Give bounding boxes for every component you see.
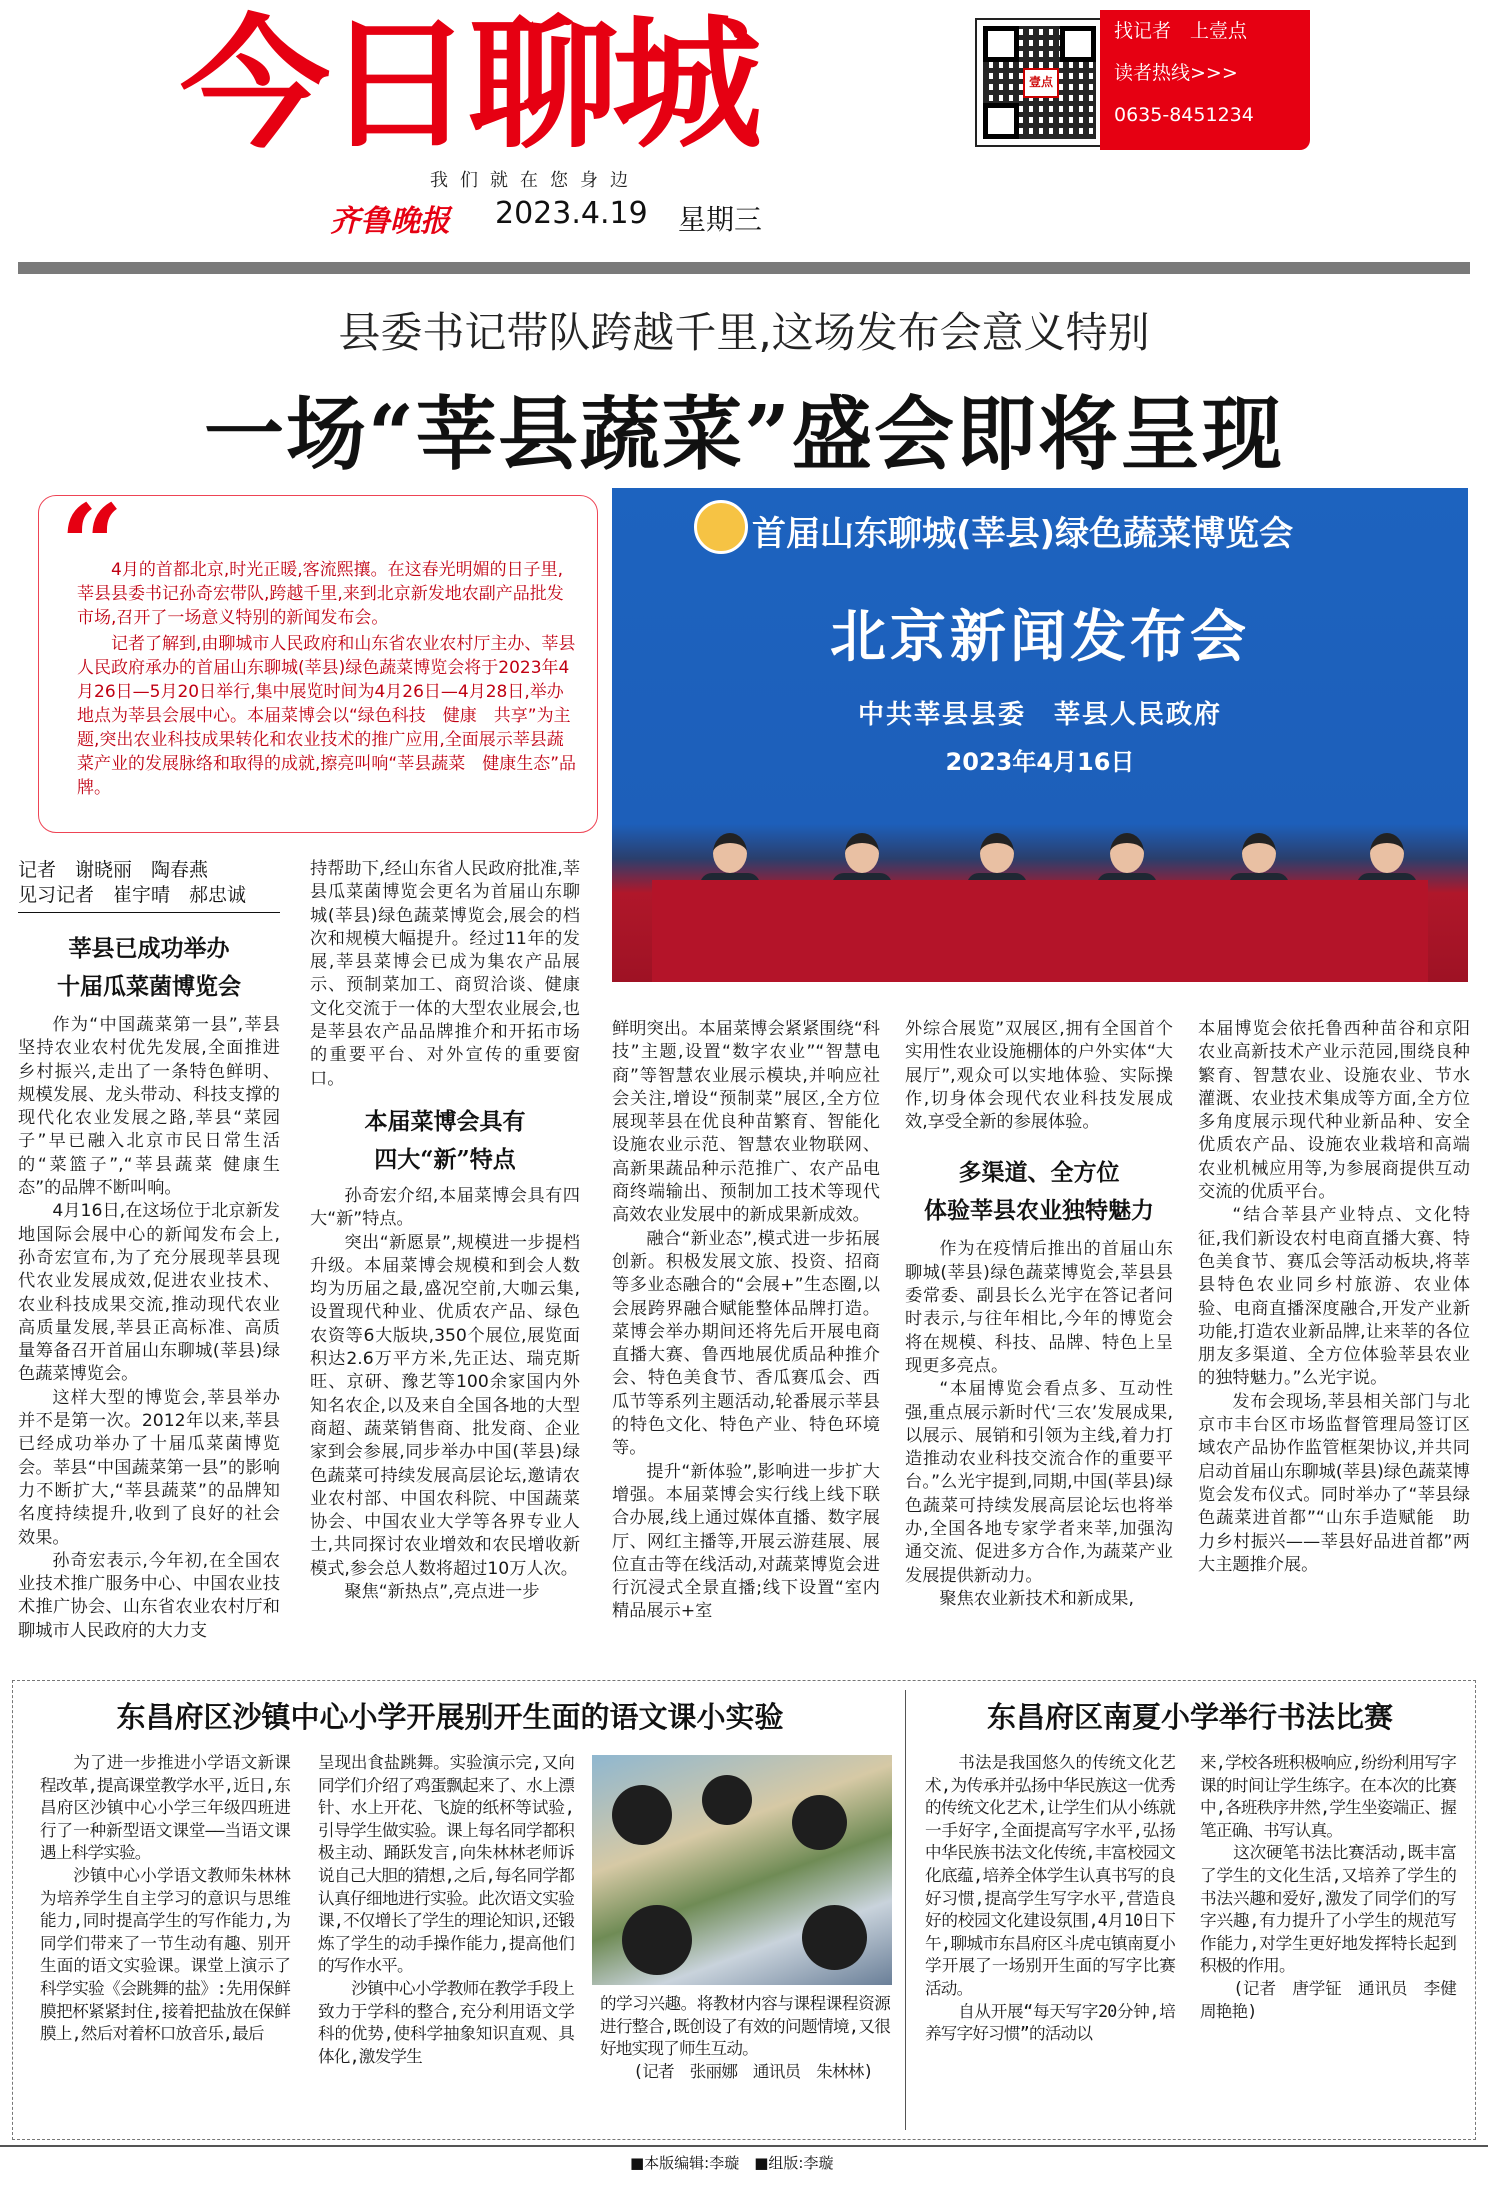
story2-title: 东昌府区沙镇中心小学开展别开生面的语文课小实验 <box>116 1700 784 1734</box>
masthead-rule <box>18 262 1470 274</box>
story2-credit: (记者 张丽娜 通讯员 朱林林) <box>633 2061 873 2081</box>
story3-column-1 <box>925 1752 1175 2046</box>
hotline-tagline: 找记者 上壹点 <box>1114 20 1248 42</box>
article-paragraph: 作为在疫情后推出的首届山东聊城(莘县)绿色蔬菜博览会,莘县县委常委、副县长么光宇在答记者问时表示,与往年相比,今年的博览会将在规模、科技、品牌、特色上呈现更多亮点。 <box>905 1239 1173 1376</box>
article-paragraph: 来,学校各班积极响应,纷纷利用写字课的时间让学生练字。在本次的比赛中,各班秩序井然,学生坐姿端正、握笔正确、书写认真。 <box>1200 1753 1456 1840</box>
article-paragraph: 作为“中国蔬菜第一县”,莘县坚持农业农村优先发展,全面推进乡村振兴,走出了一条特色鲜明、规模发展、龙头带动、科技支撑的现代化农业发展之路,莘县“菜园子”早已融入北京市民日常生活的“菜篮子”,“莘县蔬菜 健康生态”的品牌不断叫响。 <box>18 1015 280 1199</box>
student <box>702 1775 752 1825</box>
byline-trainees: 见习记者 崔宇晴 郝忠诚 <box>18 884 247 906</box>
article-paragraph: 沙镇中心小学教师在教学手段上致力于学科的整合,充分利用语文学科的优势,使科学抽象知识直观、具体化,激发学生 <box>318 1978 574 2066</box>
paper-name: 齐鲁晚报 <box>330 204 450 239</box>
press-conference-photo <box>612 488 1468 982</box>
qr-logo: 壹点 <box>1023 68 1059 98</box>
article-paragraph: 书法是我国悠久的传统文化艺术,为传承并弘扬中华民族这一优秀的传统文化艺术,让学生们从小练就一手好字,全面提高写字水平,弘扬中华民族书法文化传统,丰富校园文化底蕴,培养全体学生认真书写的良好习惯,提高学生写字水平,营造良好的校园文化建设氛围,4月10日下午,聊城市东昌府区斗虎屯镇南夏小学开展了一场别开生面的写字比赛活动。 <box>925 1753 1175 1998</box>
footer-rule <box>0 2145 1488 2147</box>
student <box>622 1905 692 1975</box>
byline-reporters: 记者 谢晓丽 陶春燕 <box>18 859 209 881</box>
section-title: 多渠道、全方位 <box>958 1159 1120 1187</box>
main-headline: 一场“莘县蔬菜”盛会即将呈现 <box>203 387 1285 481</box>
conference-table <box>652 880 1428 982</box>
article-paragraph: 的学习兴趣。将教材内容与课程课程资源进行整合,既创设了有效的问题情境,又很好地实现了师生互动。 <box>600 1994 890 2059</box>
qr-corner <box>983 103 1019 139</box>
article-paragraph: 这次硬笔书法比赛活动,既丰富了学生的文化生活,又培养了学生的书法兴趣和爱好,激发了同学们的写字兴趣,有力提升了小学生的规范写作能力,对学生更好地发挥特长起到积极的作用。 <box>1200 1843 1456 1976</box>
section-title: 莘县已成功举办 <box>68 935 230 962</box>
article-paragraph: 持帮助下,经山东省人民政府批准,莘县瓜菜菌博览会更名为首届山东聊城(莘县)绿色蔬菜博览会,展会的档次和规模大幅提升。经过11年的发展,莘县菜博会已成为集农产品展示、预制菜加工、商贸洽谈、健康文化交流于一体的大型农业展会,也是莘县农产品品牌推介和开拓市场的重要平台、对外宣传的重要窗口。 <box>310 859 580 1089</box>
student <box>802 1905 867 1970</box>
qr-corner <box>983 26 1019 62</box>
column-3 <box>612 1018 880 1624</box>
lead-paragraph: 记者了解到,由聊城市人民政府和山东省农业农村厅主办、莘县人民政府承办的首届山东聊城(莘县)绿色蔬菜博览会将于2023年4月26日—5月20日举行,集中展览时间为4月26日—4月28日,举办地点为莘县会展中心。本届菜博会以“绿色科技 健康 共享”为主题,突出农业科技成果转化和农业技术的推广应用,全面展示莘县蔬菜产业的发展脉络和取得的成就,擦亮叫响“莘县蔬菜 健康生态”品牌。 <box>77 634 577 798</box>
story2-column-1 <box>40 1752 290 2046</box>
sub-headline: 县委书记带队跨越千里,这场发布会意义特别 <box>338 308 1150 357</box>
photo-banner-title: 北京新闻发布会 <box>830 605 1250 670</box>
article-paragraph: 自从开展“每天写字20分钟,培养写字好习惯”的活动以 <box>925 2001 1175 2044</box>
student <box>792 1795 847 1850</box>
story3-column-2 <box>1200 1752 1472 2023</box>
issue-date: 2023.4.19 <box>495 196 648 231</box>
photo-banner-date: 2023年4月16日 <box>945 748 1135 776</box>
photo-banner-hosts: 中共莘县县委 莘县人民政府 <box>857 700 1222 730</box>
story3-credit: (记者 唐学钲 通讯员 李健 周艳艳) <box>1200 1978 1472 2021</box>
footer-editor: ■本版编辑:李璇 ■组版:李璇 <box>630 2154 834 2172</box>
column-2 <box>310 858 580 1604</box>
hotline-label: 读者热线>>> <box>1114 62 1238 84</box>
article-paragraph: 这样大型的博览会,莘县举办并不是第一次。2012年以来,莘县已经成功举办了十届瓜菜菌博览会。莘县“中国蔬菜第一县”的影响力不断扩大,“莘县蔬菜”的品牌知名度持续提升,收到了良好的社会效果。 <box>18 1387 280 1548</box>
issue-weekday: 星期三 <box>678 203 763 236</box>
section-title: 体验莘县农业独特魅力 <box>924 1197 1154 1225</box>
story2-column-2 <box>318 1752 574 2068</box>
section-title: 四大“新”特点 <box>374 1145 516 1173</box>
qr-corner <box>1060 26 1096 62</box>
article-paragraph: 鲜明突出。本届菜博会紧紧围绕“科技”主题,设置“数字农业”“智慧电商”等智慧农业展示模块,并响应社会关注,增设“预制菜”展区,全方位展现莘县在优良种苗繁育、智能化设施农业示范、智慧农业物联网、高新果蔬品种示范推广、农产品电商终端输出、预制加工技术等现代高效农业发展中的新成果新成效。 <box>612 1019 880 1226</box>
article-paragraph: 孙奇宏介绍,本届菜博会具有四大“新”特点。 <box>310 1185 580 1230</box>
student <box>612 1785 672 1845</box>
story2-column-3 <box>600 1993 890 2083</box>
article-paragraph: 沙镇中心小学语文教师朱林林为培养学生自主学习的意识与思维能力,同时提高学生的写作能力,为同学们带来了一节生动有趣、别开生面的语文实验课。课堂上演示了科学实验《会跳舞的盐》:先用保鲜膜把杯紧紧封住,接着把盐放在保鲜膜上,然后对着杯口放音乐,最后 <box>40 1865 290 2044</box>
expo-logo-icon <box>694 500 748 554</box>
article-paragraph: “本届博览会看点多、互动性强,重点展示新时代‘三农’发展成果,以展示、展销和引领为主线,着力打造推动农业科技交流合作的重要平台。”么光宇提到,同期,中国(莘县)绿色蔬菜可持续发展高层论坛也将举办,全国各地专家学者来莘,加强沟通交流、促进多方合作,为蔬菜产业发展提供新动力。 <box>905 1379 1173 1586</box>
article-paragraph: 聚焦农业新技术和新成果, <box>939 1588 1134 1609</box>
article-paragraph: 外综合展览”双展区,拥有全国首个实用性农业设施棚体的户外实体“大展厅”,观众可以实地体验、实际操作,切身体会现代农业科技发展成效,享受全新的参展体验。 <box>905 1019 1173 1133</box>
slogan: 我们就在您身边 <box>430 170 640 191</box>
article-paragraph: 提升“新体验”,影响进一步扩大增强。本届菜博会实行线上线下联合办展,线上通过媒体直播、数字展厅、网红主播等,开展云游莛展、展位直击等在线活动,对蔬菜博览会进行沉浸式全景直播;线下设置“室内精品展示+室 <box>612 1461 880 1622</box>
article-paragraph: 突出“新愿景”,规模进一步提档升级。本届菜博会规模和到会人数均为历届之最,盛况空前,大咖云集,设置现代种业、优质农产品、绿色农资等6大版块,350个展位,展览面积达2.6万平方米,先正达、瑞克斯旺、京研、豫艺等100余家国内外知名农企,以及来自全国各地的大型商超、蔬菜销售商、批发商、企业家到会参展,同步举办中国(莘县)绿色蔬菜可持续发展高层论坛,邀请农业农村部、中国农科院、中国蔬菜协会、中国农业大学等各界专业人士,共同探讨农业增效和农民增收新模式,参会总人数将超过10万人次。 <box>310 1232 580 1579</box>
qr-code[interactable] <box>975 18 1104 147</box>
column-5 <box>1198 1018 1470 1577</box>
divider <box>905 1690 906 2130</box>
article-paragraph: 孙奇宏表示,今年初,在全国农业技术推广服务中心、中国农业技术推广协会、山东省农业农村厅和聊城市人民政府的大力支 <box>18 1550 280 1641</box>
hotline-number: 0635-8451234 <box>1114 104 1254 126</box>
article-paragraph: 4月16日,在这场位于北京新发地国际会展中心的新闻发布会上,孙奇宏宣布,为了充分展现莘县现代农业发展成效,促进农业技术、农业科技成果交流,推动现代农业高质量发展,莘县正高标准、高质量筹备召开首届山东聊城(莘县)绿色蔬菜博览会。 <box>18 1201 280 1385</box>
byline <box>18 858 280 913</box>
article-paragraph: 为了进一步推进小学语文新课程改革,提高课堂教学水平,近日,东昌府区沙镇中心小学三年级四班进行了一种新型语文课堂——当语文课遇上科学实验。 <box>40 1753 290 1863</box>
article-paragraph: 本届博览会依托鲁西种苗谷和京阳农业高新技术产业示范园,围绕良种繁育、智慧农业、设施农业、节水灌溉、农业技术集成等方面,全方位多角度展示现代种业新品种、安全优质农产品、设施农业栽培和高端农业机械应用等,为参展商提供互动交流的优质平台。 <box>1198 1019 1470 1203</box>
article-paragraph: 聚焦“新热点”,亮点进一步 <box>344 1582 540 1603</box>
article-paragraph: 融合“新业态”,模式进一步拓展创新。积极发展文旅、投资、招商等多业态融合的“会展+”生态圈,以会展跨界融合赋能整体品牌打造。菜博会举办期间还将先后开展电商直播大赛、鲁西地展优质品种推介会、特色美食节、香瓜赛瓜会、西瓜节等系列主题活动,轮番展示莘县的特色文化、特色产业、特色环境等。 <box>612 1228 880 1459</box>
column-1 <box>18 930 280 1643</box>
masthead-title: 今日聊城 <box>180 2 757 169</box>
classroom-photo <box>592 1755 892 1985</box>
hotline-panel <box>1100 10 1310 150</box>
quote-mark-icon: “ <box>60 480 124 609</box>
column-4 <box>905 1018 1173 1611</box>
section-title: 十届瓜菜菌博览会 <box>57 973 241 1000</box>
lead-paragraph: 4月的首都北京,时光正暖,客流熙攘。在这春光明媚的日子里,莘县县委书记孙奇宏带队,跨越千里,来到北京新发地农副产品批发市场,召开了一场意义特别的新闻发布会。 <box>77 560 564 628</box>
story3-title: 东昌府区南夏小学举行书法比赛 <box>986 1700 1393 1734</box>
photo-banner-expo: 首届山东聊城(莘县)绿色蔬菜博览会 <box>752 514 1294 554</box>
section-title: 本届菜博会具有 <box>364 1107 526 1135</box>
article-paragraph: 呈现出食盐跳舞。实验演示完,又向同学们介绍了鸡蛋飘起来了、水上漂针、水上开花、飞旋的纸杯等试验,引导学生做实验。课上每名同学都积极主动、踊跃发言,向朱林林老师诉说自己大胆的猜想,之后,每名同学都认真仔细地进行实验。此次语文实验课,不仅增长了学生的理论知识,还锻炼了学生的动手操作能力,提高他们的写作水平。 <box>318 1753 574 1976</box>
article-paragraph: “结合莘县产业特点、文化特征,我们新设农村电商直播大赛、特色美食节、赛瓜会等活动板块,将莘县特色农业同乡村旅游、农业体验、电商直播深度融合,开发产业新功能,打造农业新品牌,让来莘的各位朋友多渠道、全方位体验莘县农业的独特魅力。”么光宇说。 <box>1198 1205 1470 1389</box>
article-paragraph: 发布会现场,莘县相关部门与北京市丰台区市场监督管理局签订区域农产品协作监管框架协议,并共同启动首届山东聊城(莘县)绿色蔬菜博览会发布仪式。同时举办了“莘县绿色蔬菜进首都”“山东手造赋能 助力乡村振兴——莘县好品进首都”两大主题推介展。 <box>1198 1391 1470 1575</box>
